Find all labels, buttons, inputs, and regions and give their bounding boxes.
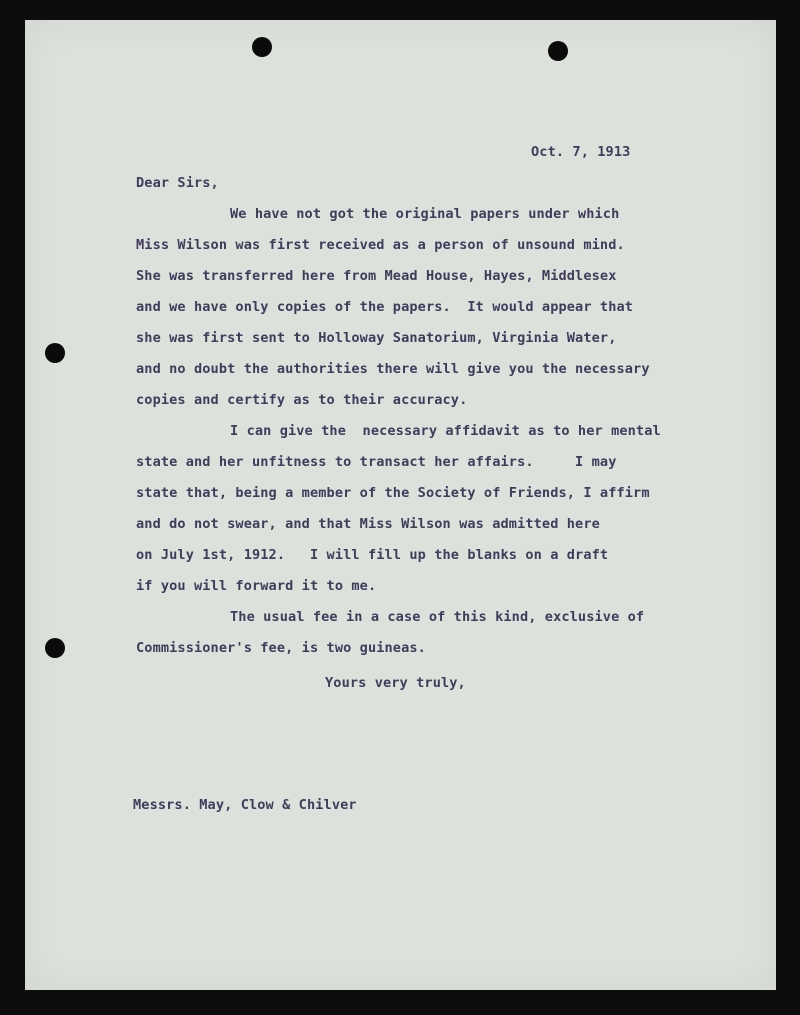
body-line: Commissioner's fee, is two guineas. <box>136 640 426 656</box>
punch-hole-side-upper <box>45 343 65 363</box>
body-line: if you will forward it to me. <box>136 578 377 594</box>
punch-hole-top-right <box>548 41 568 61</box>
body-line: and do not swear, and that Miss Wilson was admitted here <box>136 516 600 532</box>
body-line: We have not got the original papers under which <box>230 206 620 222</box>
body-line: Miss Wilson was first received as a person of unsound mind. <box>136 237 625 253</box>
body-line: copies and certify as to their accuracy. <box>136 392 468 408</box>
body-line: state that, being a member of the Society of Friends, I affirm <box>136 485 650 501</box>
body-line: and we have only copies of the papers. It would appear that <box>136 299 634 315</box>
salutation: Dear Sirs, <box>136 175 219 191</box>
punch-hole-top-left <box>252 37 272 57</box>
letter-page <box>25 20 776 990</box>
addressee: Messrs. May, Clow & Chilver <box>133 797 357 813</box>
body-line: She was transferred here from Mead House, Hayes, Middlesex <box>136 268 617 284</box>
body-line: state and her unfitness to transact her affairs. I may <box>136 454 617 470</box>
letter-date: Oct. 7, 1913 <box>531 144 631 160</box>
body-line: The usual fee in a case of this kind, exclusive of <box>230 609 645 625</box>
body-line: on July 1st, 1912. I will fill up the blanks on a draft <box>136 547 609 563</box>
body-line: and no doubt the authorities there will give you the necessary <box>136 361 650 377</box>
body-line: she was first sent to Holloway Sanatorium, Virginia Water, <box>136 330 617 346</box>
punch-hole-side-lower <box>45 638 65 658</box>
body-line: I can give the necessary affidavit as to her mental <box>230 423 661 439</box>
closing: Yours very truly, <box>325 675 466 691</box>
